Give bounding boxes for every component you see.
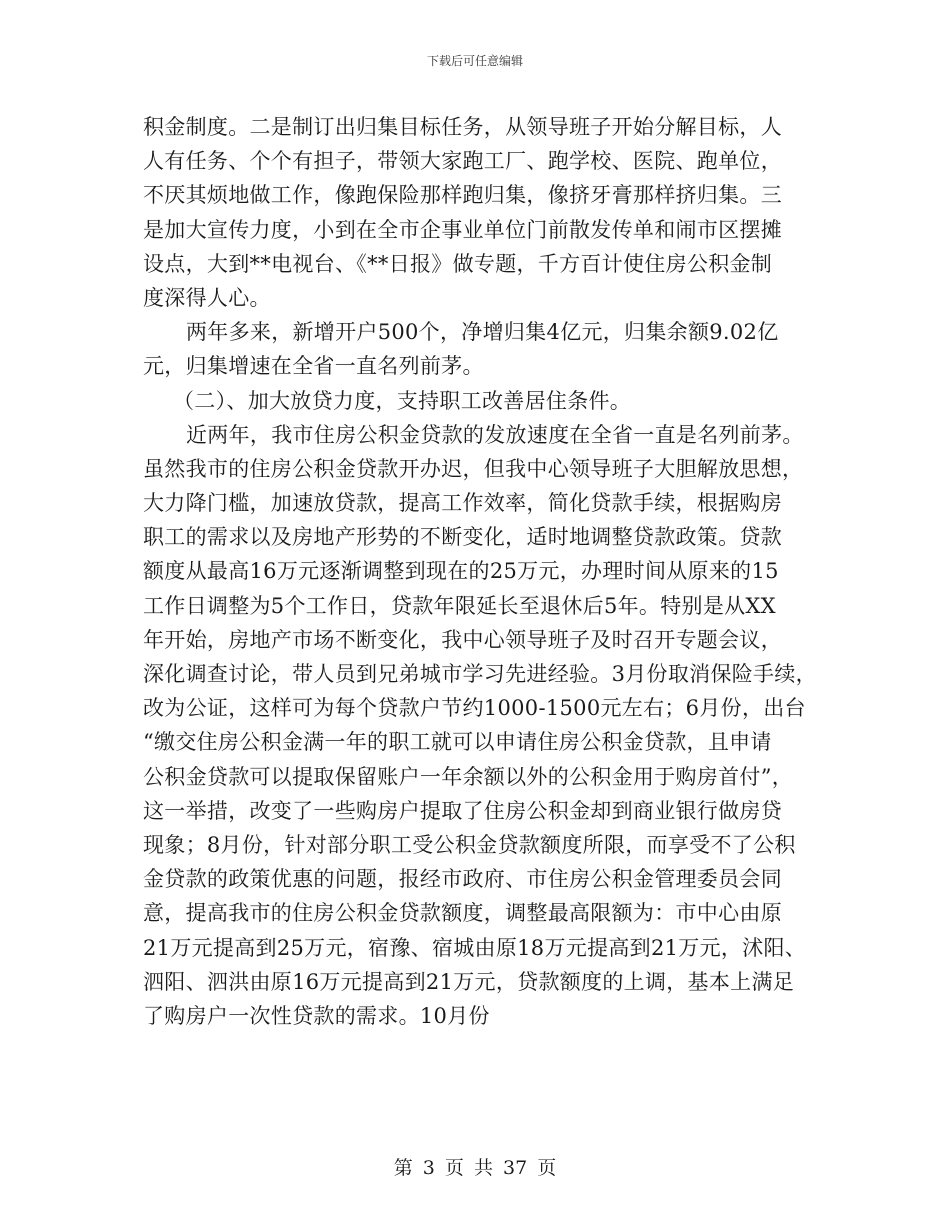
text-line: 虽然我市的住房公积金贷款开办迟，但我中心领导班子大胆解放思想，: [143, 456, 804, 481]
text-line: 金贷款的政策优惠的问题，报经市政府、市住房公积金管理委员会同: [143, 867, 782, 892]
text-line: 21万元提高到25万元，宿豫、宿城由原18万元提高到21万元，沭阳、: [143, 935, 807, 960]
section-heading: （二）、加大放贷力度，支持职工改善居住条件。: [173, 388, 632, 413]
text-line: 不厌其烦地做工作，像跑保险那样跑归集，像挤牙膏那样挤归集。三: [143, 183, 782, 208]
text-line: 意，提高我市的住房公积金贷款额度，调整最高限额为：市中心由原: [143, 901, 782, 926]
text-line: 设点，大到**电视台、《**日报》做专题，千方百计使住房公积金制: [143, 251, 773, 276]
paragraph-start-line: 近两年，我市住房公积金贷款的发放速度在全省一直是名列前茅。: [186, 422, 804, 447]
page-header: 下载后可任意编辑: [426, 54, 523, 68]
text-line: 年开始，房地产市场不断变化，我中心领导班子及时召开专题会议，: [143, 627, 782, 652]
paragraph-start-line: 两年多来，新增开户500个，净增归集4亿元，归集余额9.02亿: [186, 320, 779, 345]
text-line: 这一举措，改变了一些购房户提取了住房公积金却到商业银行做房贷: [143, 798, 782, 823]
text-line: 积金制度。二是制订出归集目标任务，从领导班子开始分解目标，人: [143, 115, 782, 139]
text-line: 是加大宣传力度，小到在全市企事业单位门前散发传单和闹市区摆摊: [143, 217, 782, 242]
text-line: 泗阳、泗洪由原16万元提高到21万元，贷款额度的上调，基本上满足: [143, 969, 795, 994]
text-line: 现象；8月份，针对部分职工受公积金贷款额度所限，而享受不了公积: [143, 832, 796, 857]
text-line: 深化调查讨论，带人员到兄弟城市学习先进经验。3月份取消保险手续，: [143, 662, 817, 686]
page-number-footer: 第 3 页 共 37 页: [393, 1157, 557, 1179]
text-line: 职工的需求以及房地产形势的不断变化，适时地调整贷款政策。贷款: [143, 525, 782, 550]
text-line: 改为公证，这样可为每个贷款户节约1000-1500元左右；6月份，出台: [143, 696, 806, 721]
text-line: 公积金贷款可以提取保留账户一年余额以外的公积金用于购房首付”，: [143, 764, 794, 789]
text-line: 元，归集增速在全省一直名列前茅。: [143, 354, 484, 379]
document-body: [143, 110, 817, 1033]
text-line: 度深得人心。: [143, 285, 271, 310]
text-line: “缴交住房公积金满一年的职工就可以申请住房公积金贷款，且申请: [143, 730, 772, 755]
text-line: 工作日调整为5个工作日，贷款年限延长至退休后5年。特别是从XX: [143, 593, 776, 618]
text-line: 人有任务、个个有担子，带领大家跑工厂、跑学校、医院、跑单位，: [143, 149, 782, 174]
text-line: 额度从最高16万元逐渐调整到现在的25万元，办理时间从原来的15: [143, 559, 779, 584]
text-line: 了购房户一次性贷款的需求。10月份: [143, 1003, 490, 1028]
text-line: 大力降门槛，加速放贷款，提高工作效率，简化贷款手续，根据购房: [143, 491, 782, 516]
